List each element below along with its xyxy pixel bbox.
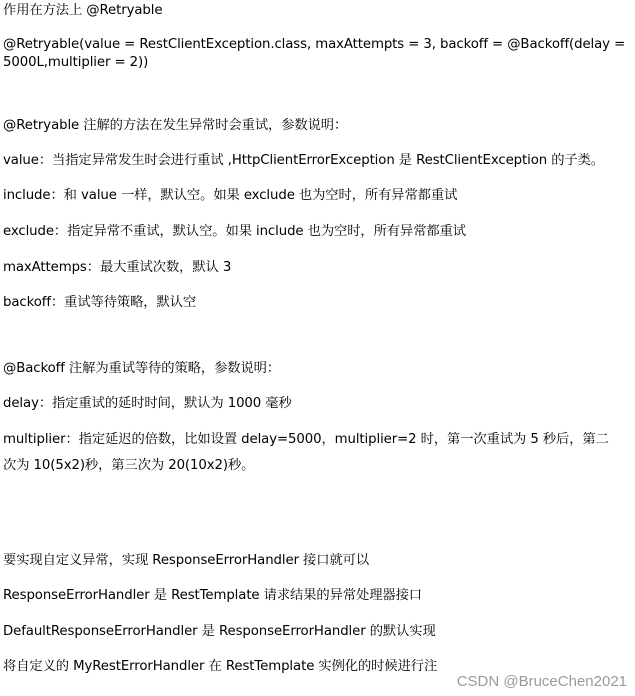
text-line: DefaultResponseErrorHandler 是 ResponseErrorHandler 的默认实现 [3,624,436,639]
text-line: backoff：重试等待策略，默认空 [3,295,197,310]
text-line: 5000L,multiplier = 2)) [3,55,149,70]
text-line: 将自定义的 MyRestErrorHandler 在 RestTemplate 实例化的时候进行注 [3,659,438,674]
text-line: maxAttemps：最大重试次数，默认 3 [3,260,232,275]
text-line: 次为 10(5x2)秒，第三次为 20(10x2)秒。 [3,458,255,473]
text-line: @Retryable(value = RestClientException.class, maxAttempts = 3, backoff = @Backoff(delay = [3,37,626,52]
text-line: exclude：指定异常不重试，默认空。如果 include 也为空时，所有异常都重试 [3,224,466,239]
text-line: @Retryable 注解的方法在发生异常时会重试，参数说明： [3,118,348,133]
watermark: CSDN @BruceChen2021 [456,673,627,690]
text-line: ResponseErrorHandler 是 RestTemplate 请求结果的异常处理器接口 [3,588,423,603]
text-line: delay：指定重试的延时时间，默认为 1000 毫秒 [3,396,292,411]
text-line: value：当指定异常发生时会进行重试 ,HttpClientErrorException 是 RestClientException 的子类。 [3,153,605,168]
text-line: @Backoff 注解为重试等待的策略，参数说明： [3,361,281,376]
text-line: multiplier：指定延迟的倍数，比如设置 delay=5000，multiplier=2 时，第一次重试为 5 秒后，第二 [3,432,609,447]
text-line: include：和 value 一样，默认空。如果 exclude 也为空时，所有异常都重试 [3,188,458,203]
text-line: 要实现自定义异常，实现 ResponseErrorHandler 接口就可以 [3,553,370,568]
text-line: 作用在方法上 @Retryable [3,3,163,18]
